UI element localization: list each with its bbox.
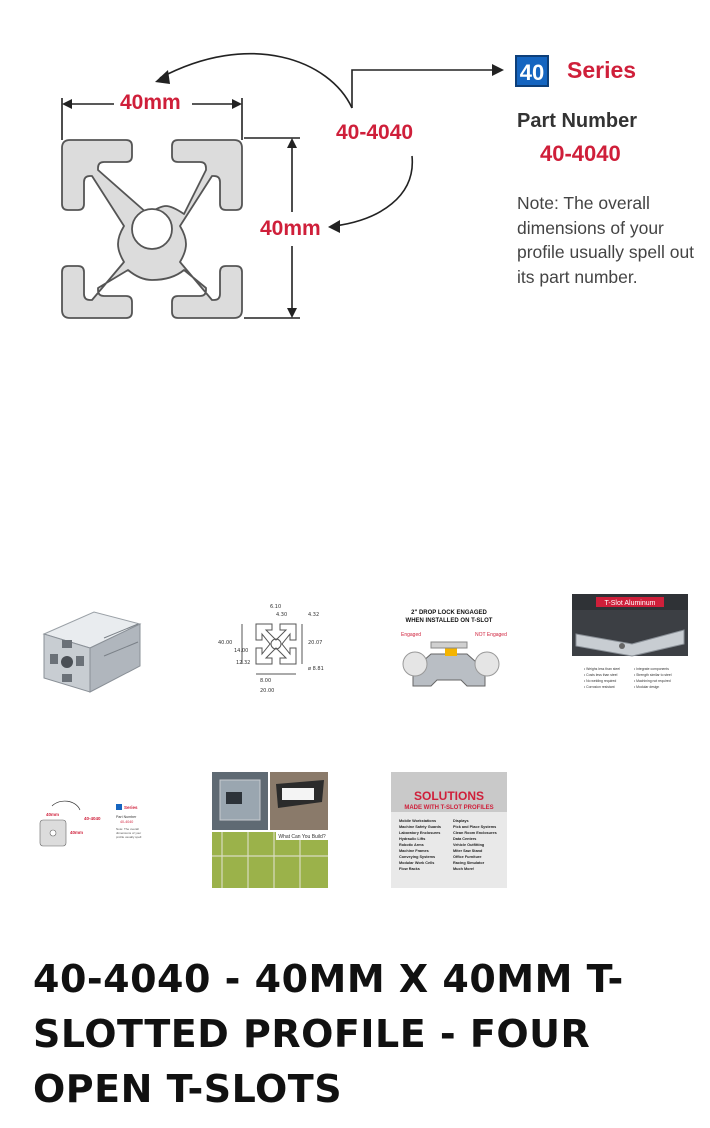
- drop-lock-image: [391, 594, 507, 710]
- part-callout-label: 40-4040: [336, 121, 414, 144]
- svg-text:ø 8.81: ø 8.81: [308, 666, 324, 672]
- svg-text:Flow Racks: Flow Racks: [399, 867, 420, 871]
- part-number-value: 40-4040: [540, 141, 621, 166]
- thumbnail-solutions-list[interactable]: [391, 772, 507, 888]
- svg-text:14.00: 14.00: [234, 648, 249, 654]
- svg-text:Mobile Workstations: Mobile Workstations: [399, 819, 437, 823]
- profile-photo-image: [34, 594, 150, 710]
- thumbnail-profile-photo[interactable]: [34, 594, 150, 710]
- svg-text:12.32: 12.32: [236, 660, 251, 666]
- svg-text:40mm: 40mm: [46, 812, 60, 817]
- svg-text:WHEN INSTALLED ON T-SLOT: WHEN INSTALLED ON T-SLOT: [405, 618, 493, 624]
- svg-text:Series: Series: [124, 805, 138, 810]
- svg-text:Data Centers: Data Centers: [453, 837, 477, 841]
- svg-text:Vehicle Outfitting: Vehicle Outfitting: [453, 843, 485, 847]
- svg-text:• Costs less than steel: • Costs less than steel: [584, 673, 618, 677]
- svg-text:Racing Simulator: Racing Simulator: [453, 861, 485, 865]
- svg-text:Note: The overall: Note: The overall: [116, 827, 139, 831]
- svg-text:• Corrosion resistant: • Corrosion resistant: [584, 685, 615, 689]
- part-number-label: Part Number: [517, 110, 638, 132]
- svg-text:• No welding required: • No welding required: [584, 679, 617, 683]
- thumbnail-build-collage[interactable]: [212, 772, 328, 888]
- width-dimension-label: 40mm: [120, 91, 181, 114]
- svg-text:40.00: 40.00: [218, 640, 233, 646]
- svg-text:T-Slot Aluminum: T-Slot Aluminum: [604, 600, 656, 607]
- svg-text:• Machining not required: • Machining not required: [634, 679, 671, 683]
- product-title: 40-4040 - 40MM X 40MM T-SLOTTED PROFILE - FOUR OPEN T-SLOTS: [33, 957, 624, 1111]
- svg-text:4.30: 4.30: [276, 612, 288, 618]
- dimension-drawing-image: [212, 594, 328, 710]
- series-badge: 40: [515, 55, 549, 87]
- svg-text:Engaged: Engaged: [401, 632, 422, 638]
- svg-text:6.10: 6.10: [270, 604, 282, 610]
- svg-text:• Strength similar to steel: • Strength similar to steel: [634, 673, 672, 677]
- svg-text:40-4040: 40-4040: [84, 816, 101, 821]
- svg-text:Clean Room Enclosures: Clean Room Enclosures: [453, 831, 497, 835]
- svg-text:Laboratory Enclosures: Laboratory Enclosures: [399, 831, 441, 835]
- svg-text:dimensions of your: dimensions of your: [116, 831, 142, 835]
- svg-text:Displays: Displays: [453, 819, 469, 823]
- svg-text:Hydraulic Lifts: Hydraulic Lifts: [399, 837, 426, 841]
- svg-text:profile usually spell: profile usually spell: [116, 835, 142, 839]
- svg-text:Machine Safety Guards: Machine Safety Guards: [399, 825, 441, 829]
- svg-text:Machine Frames: Machine Frames: [399, 849, 429, 853]
- svg-text:• Weighs less than steel: • Weighs less than steel: [584, 667, 620, 671]
- dimension-note: Note: The overall dimensions of your profile usually spell out its part number.: [517, 193, 695, 287]
- svg-text:20.00: 20.00: [260, 688, 275, 694]
- svg-text:Conveying Systems: Conveying Systems: [399, 855, 436, 859]
- svg-text:Office Furniture: Office Furniture: [453, 855, 482, 859]
- t-slot-aluminum-image: [572, 594, 688, 710]
- svg-text:• Integrate components: • Integrate components: [634, 667, 669, 671]
- solutions-list-image: [391, 772, 507, 888]
- svg-text:Part Number: Part Number: [116, 815, 137, 819]
- thumbnail-t-slot-aluminum[interactable]: [572, 594, 688, 710]
- svg-text:8.00: 8.00: [260, 678, 272, 684]
- svg-text:Robotic Arms: Robotic Arms: [399, 843, 424, 847]
- thumbnail-series-diagram[interactable]: [34, 772, 150, 888]
- hero-image: [0, 0, 710, 560]
- series-diagram-small-image: [34, 772, 150, 888]
- svg-text:What Can You Build?: What Can You Build?: [278, 834, 326, 840]
- series-label: Series: [567, 57, 637, 83]
- height-dimension-label: 40mm: [260, 217, 321, 240]
- svg-text:4.32: 4.32: [308, 612, 320, 618]
- svg-text:MADE WITH T-SLOT PROFILES: MADE WITH T-SLOT PROFILES: [404, 805, 494, 811]
- svg-text:• Modular design: • Modular design: [634, 685, 660, 689]
- svg-text:Pick and Place Systems: Pick and Place Systems: [453, 825, 497, 829]
- svg-text:Modular Work Cells: Modular Work Cells: [399, 861, 435, 865]
- svg-text:20.07: 20.07: [308, 640, 323, 646]
- svg-text:2" DROP LOCK ENGAGED: 2" DROP LOCK ENGAGED: [411, 610, 487, 616]
- svg-text:40mm: 40mm: [70, 830, 84, 835]
- svg-text:Miter Saw Stand: Miter Saw Stand: [453, 849, 483, 853]
- svg-text:Much More!: Much More!: [453, 867, 475, 871]
- build-collage-image: [212, 772, 328, 888]
- thumbnail-drop-lock-diagram[interactable]: [391, 594, 507, 710]
- svg-text:NOT Engaged: NOT Engaged: [475, 632, 507, 638]
- svg-text:SOLUTIONS: SOLUTIONS: [413, 789, 485, 803]
- svg-text:40-4040: 40-4040: [120, 820, 134, 824]
- thumbnail-dimension-drawing[interactable]: [212, 594, 328, 710]
